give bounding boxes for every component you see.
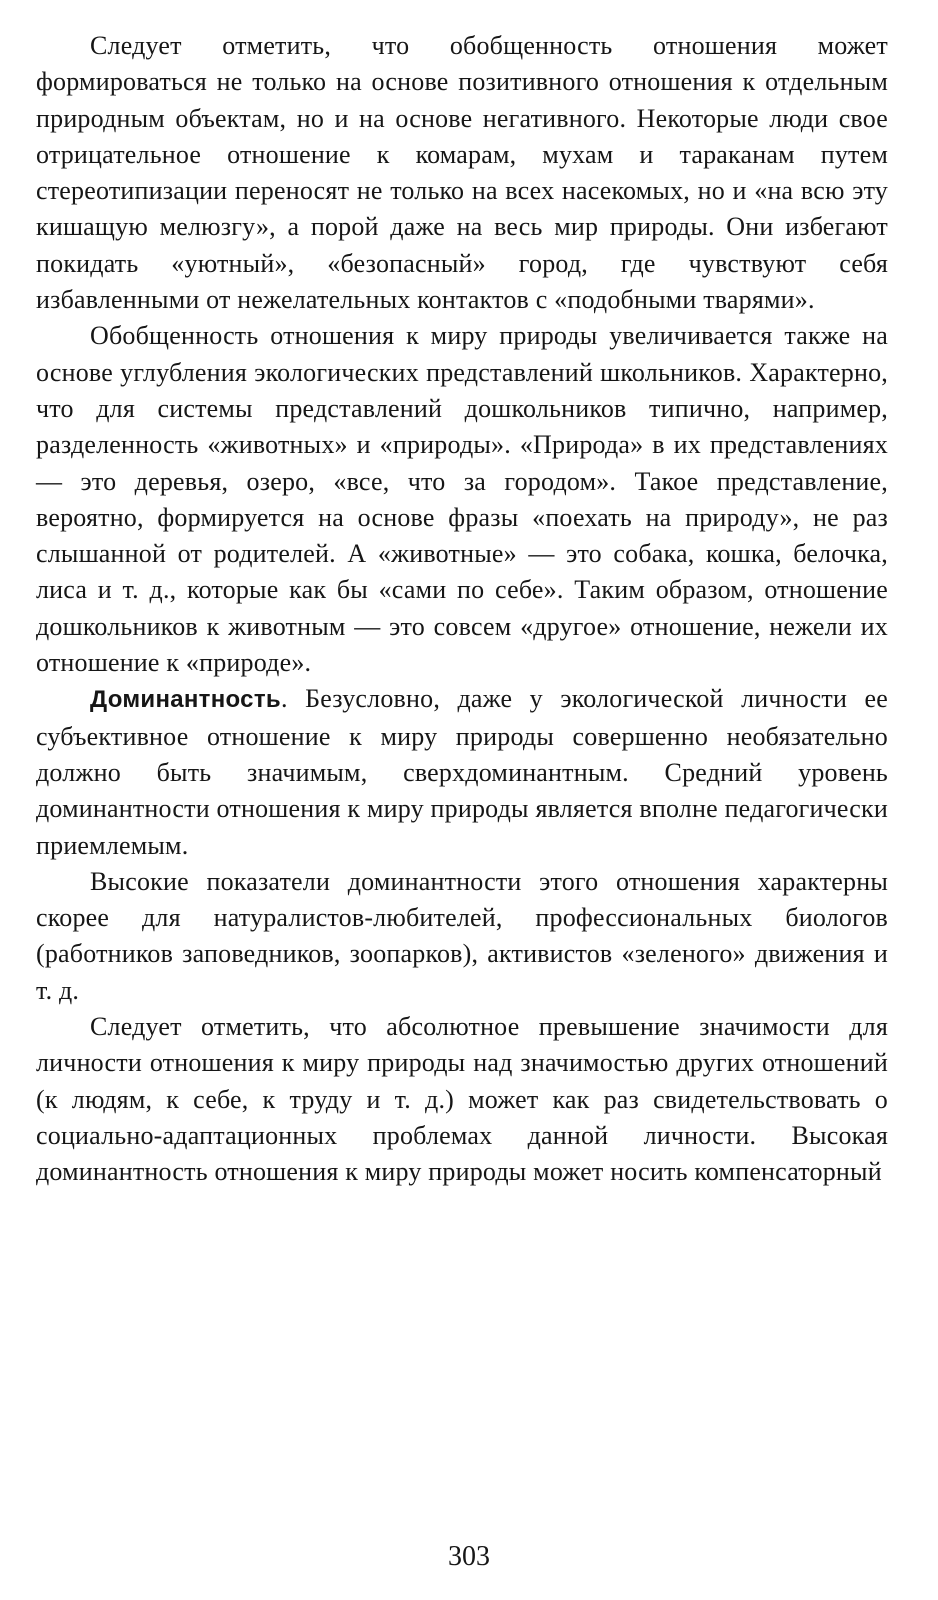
paragraph-absolute-excess: Следует отметить, что абсолютное превышение значимости для личности отношения к миру природы над значимостью других отношений (к людям, к себе, к труду и т. д.) может как раз свидетельствовать о социально-адаптационных проблемах данной личности. Высокая доминантность отношения к миру природы может носить компенсаторный: [36, 1012, 888, 1187]
page-number: 303: [448, 1541, 490, 1572]
paragraph-generalization-representations: Обобщенность отношения к миру природы увеличивается также на основе углубления экологических представлений школьников. Характерно, что для системы представлений дошкольников типично, например, разделенность «животных» и «природы». «Природа» в их представлениях — это деревья, озеро, «все, что за городом». Такое представление, вероятно, формируется на основе фразы «поехать на природу», не раз слышанной от родителей. А «животные» — это собака, кошка, белочка, лиса и т. д., которые как бы «сами по себе». Таким образом, отношение дошкольников к животным — это совсем «другое» отношение, нежели их отношение к «природе».: [36, 321, 888, 678]
paragraph-dominance: [36, 681, 888, 863]
paragraph-high-indicators: Высокие показатели доминантности этого отношения характерны скорее для натуралистов-любителей, профессиональных биологов (работников заповедников, зоопарков), активистов «зеленого» движения и т. д.: [36, 866, 888, 1005]
dominance-text: . Безусловно, даже у экологической личности ее субъективное отношение к миру природы совершенно необязательно должно быть значимым, сверхдоминантным. Средний уровень доминантности отношения к миру природы является вполне педагогически приемлемым.: [36, 684, 888, 860]
page-text: [36, 28, 888, 1191]
dominance-term: Доминантность: [90, 686, 281, 714]
paragraph-generalization-negative: Следует отметить, что обобщенность отношения может формироваться не только на основе позитивного отношения к отдельным природным объектам, но и на основе негативного. Некоторые люди свое отрицательное отношение к комарам, мухам и тараканам путем стереотипизации переносят не только на всех насекомых, но и «на всю эту кишащую мелюзгу», а порой даже на весь мир природы. Они избегают покидать «уютный», «безопасный» город, где чувствуют себя избавленными от нежелательных контактов с «подобными тварями».: [36, 31, 888, 315]
